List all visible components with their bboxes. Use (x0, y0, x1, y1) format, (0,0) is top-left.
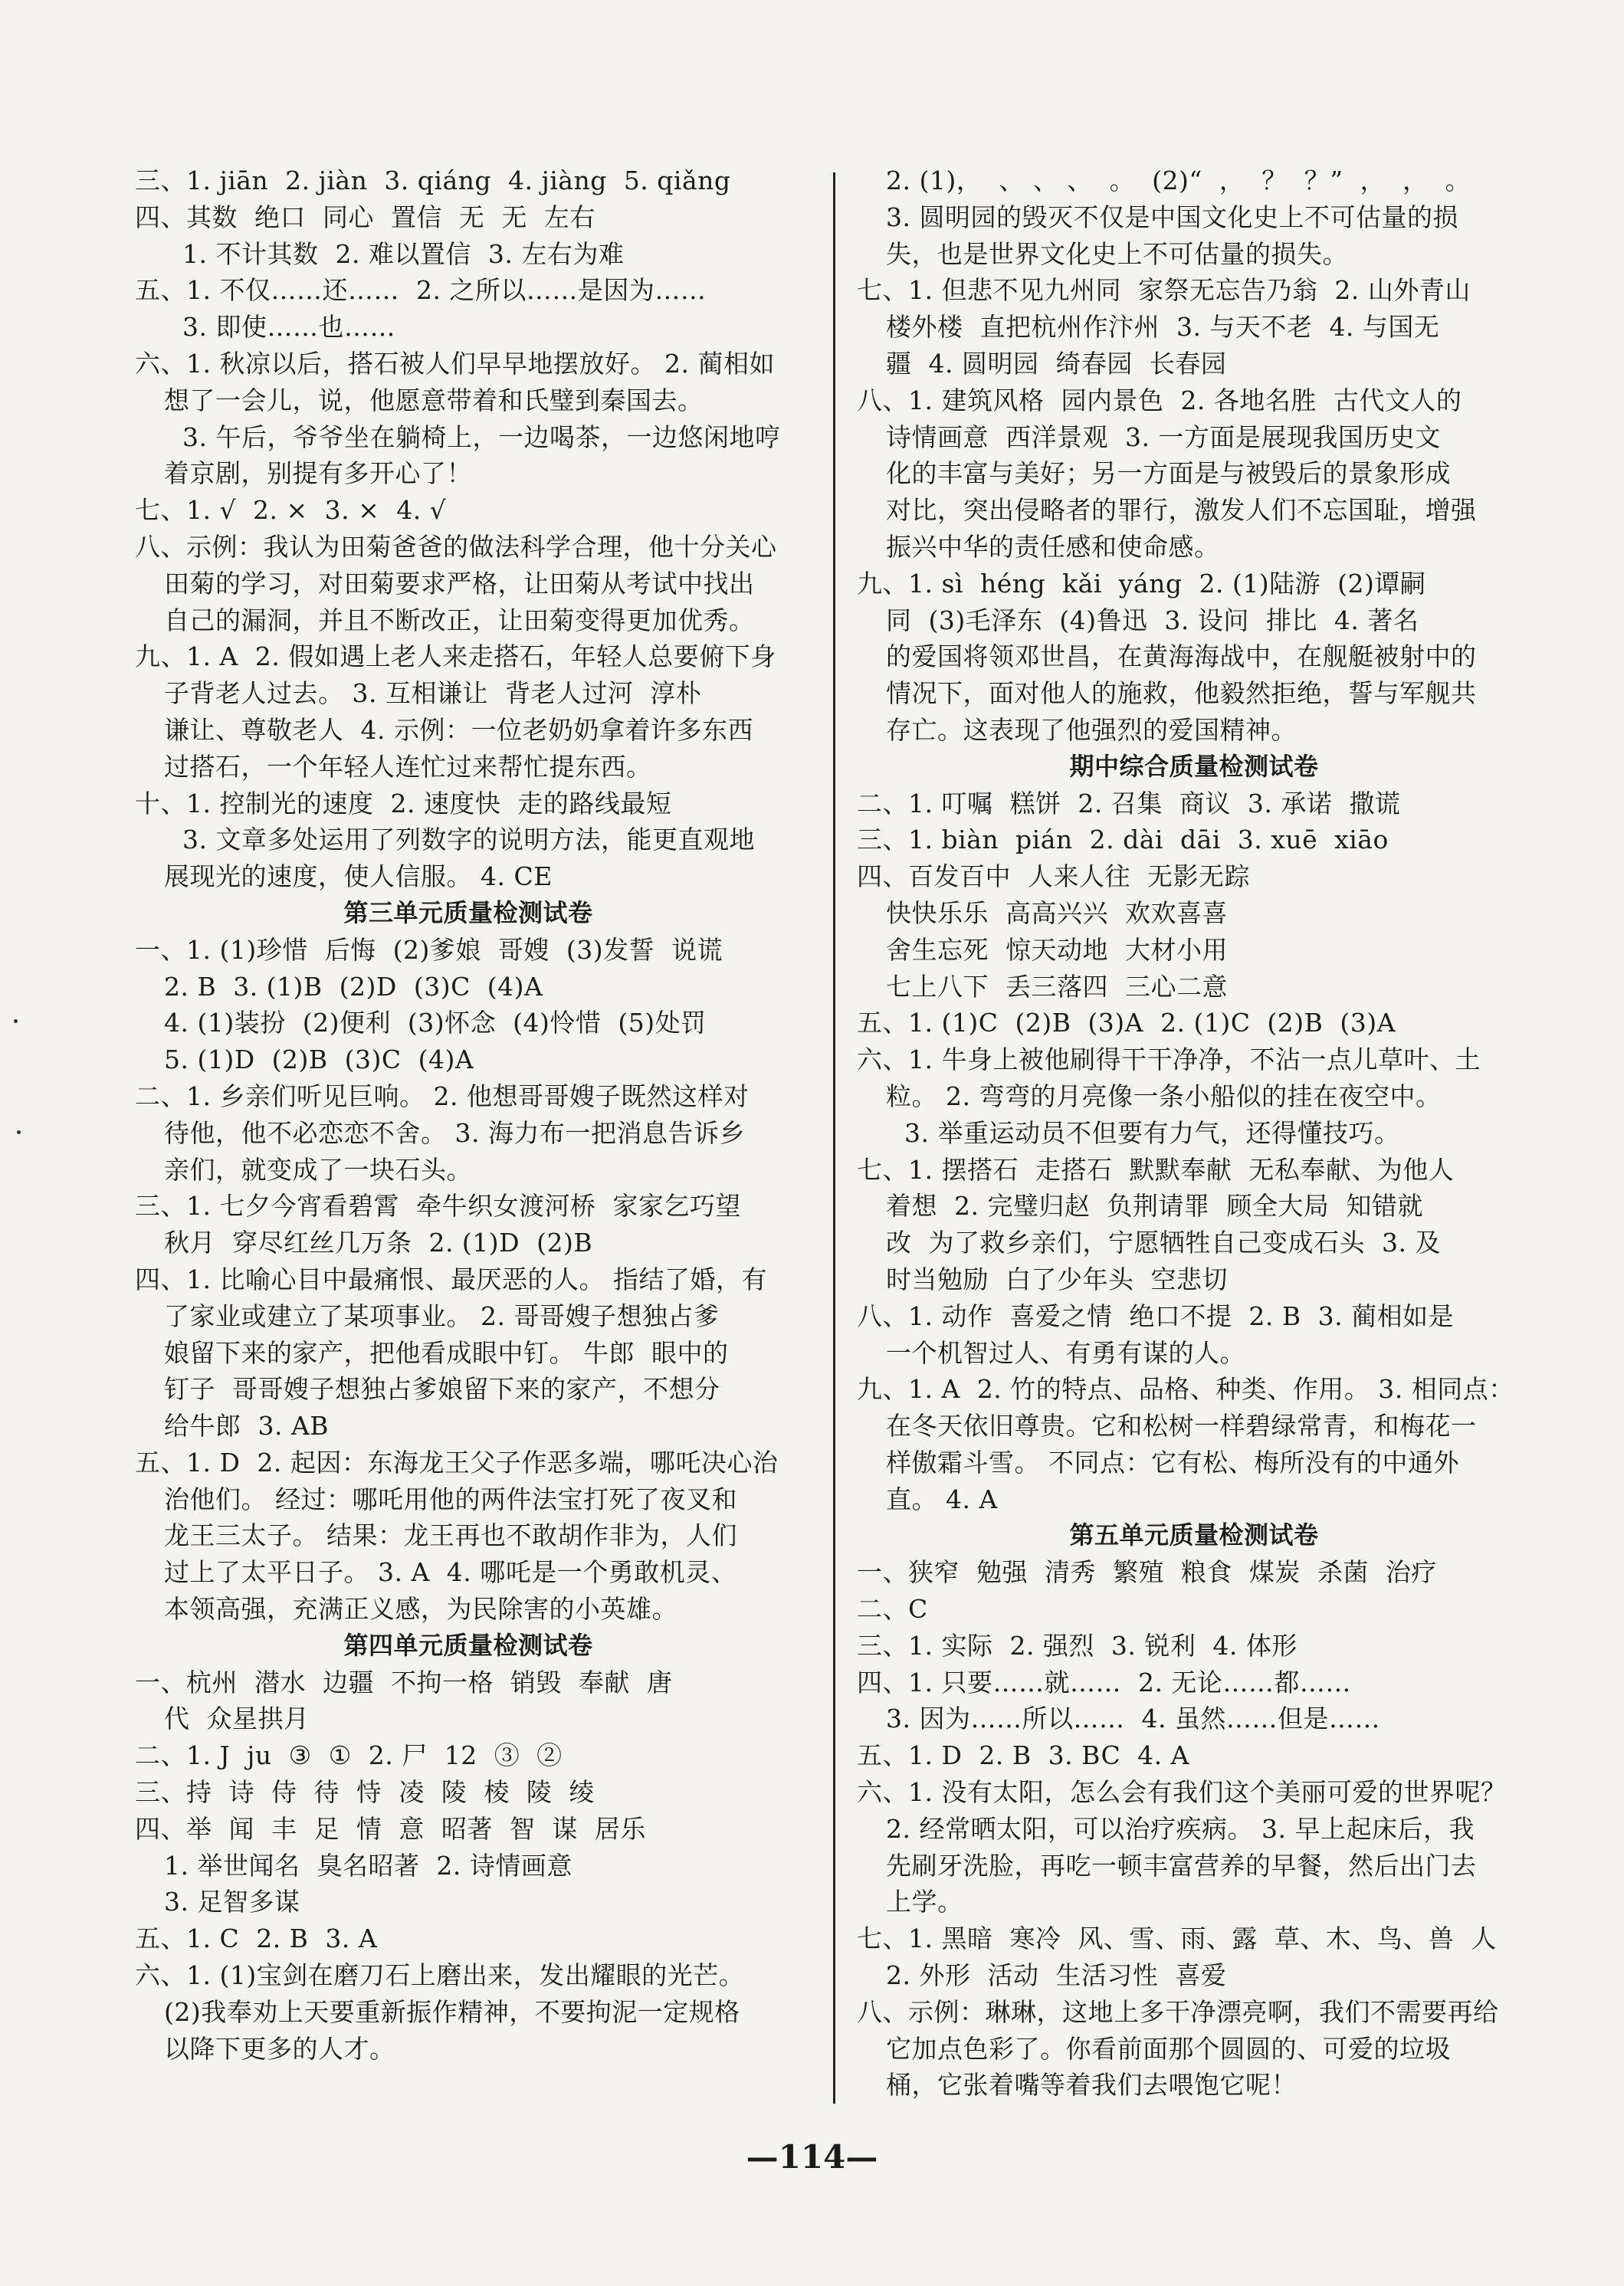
answer-line: 粒。 2. 弯弯的月亮像一条小船似的挂在夜空中。 (886, 1081, 1442, 1111)
answer-line: 四、其数 绝口 同心 置信 无 无 左右 (135, 202, 595, 232)
section-title: 第五单元质量检测试卷 (1069, 1520, 1319, 1550)
answer-line: 三、1. jiān 2. jiàn 3. qiáng 4. jiàng 5. qiǎng (135, 166, 731, 195)
answer-line: 八、示例：琳琳，这地上多干净漂亮啊，我们不需要再给 (857, 1996, 1499, 2027)
answer-line: 七、1. 但悲不见九州同 家祭无忘告乃翁 2. 山外青山 (857, 275, 1471, 306)
answer-line: 二、1. 叮嘱 糕饼 2. 召集 商议 3. 承诺 撒谎 (857, 788, 1401, 818)
answer-line: 想了一会儿，说，他愿意带着和氏璧到秦国去。 (164, 385, 704, 415)
answer-line: 三、持 诗 侍 待 恃 凌 陵 棱 陵 绫 (135, 1777, 595, 1808)
answer-line: 3. 午后，爷爷坐在躺椅上，一边喝茶，一边悠闲地哼 (182, 421, 781, 452)
answer-line: 三、1. 七夕今宵看碧霄 牵牛织女渡河桥 家家乞巧望 (135, 1191, 741, 1222)
answer-line: 楼外楼 直把杭州作汴州 3. 与天不老 4. 与国无 (886, 312, 1440, 343)
left-column (135, 162, 802, 2067)
answer-line: 五、1. D 2. 起因：东海龙王父子作恶多端，哪吒决心治 (135, 1447, 779, 1478)
answer-line: 三、1. biàn pián 2. dài dāi 3. xuē xiāo (857, 825, 1389, 855)
answer-line: 八、1. 建筑风格 园内景色 2. 各地名胜 古代文人的 (857, 385, 1462, 415)
answer-line: 1. 举世闻名 臭名昭著 2. 诗情画意 (164, 1850, 573, 1881)
answer-line: 疆 4. 圆明园 绮春园 长春园 (886, 348, 1227, 379)
answer-line: 改 为了救乡亲们，宁愿牺牲自己变成石头 3. 及 (886, 1228, 1441, 1258)
answer-line: 着京剧，别提有多开心了！ (164, 458, 472, 489)
answer-line: 它加点色彩了。你看前面那个圆圆的、可爱的垃圾 (886, 2033, 1451, 2064)
answer-line: 九、1. A 2. 竹的特点、品格、种类、作用。 3. 相同点： (857, 1374, 1514, 1405)
answer-line: 八、1. 动作 喜爱之情 绝口不提 2. B 3. 蔺相如是 (857, 1300, 1455, 1331)
answer-line: 同 (3)毛泽东 (4)鲁迅 3. 设问 排比 4. 著名 (886, 605, 1419, 635)
answer-line: 二、1. J ju ③ ① 2. 尸 12 ③ ② (135, 1740, 563, 1771)
answer-line: 3. 因为……所以…… 4. 虽然……但是…… (886, 1704, 1380, 1734)
answer-line: 3. 足智多谋 (164, 1887, 300, 1917)
answer-line: 以降下更多的人才。 (164, 2033, 395, 2064)
answer-line: 子背老人过去。 3. 互相谦让 背老人过河 淳朴 (164, 678, 702, 709)
answer-line: 七、1. 摆搭石 走搭石 默默奉献 无私奉献、为他人 (857, 1154, 1455, 1185)
answer-line: (2)我奉劝上天要重新振作精神，不要拘泥一定规格 (164, 1996, 740, 2027)
answer-line: 钉子 哥哥嫂子想独占爹娘留下来的家产，不想分 (164, 1374, 720, 1405)
answer-line: 五、1. C 2. B 3. A (135, 1924, 378, 1954)
answer-line: 5. (1)D (2)B (3)C (4)A (164, 1045, 474, 1075)
answer-line: 上学。 (886, 1887, 963, 1917)
answer-line: 治他们。 经过：哪吒用他的两件法宝打死了夜叉和 (164, 1484, 737, 1514)
answer-line: 秋月 穿尽红丝几万条 2. (1)D (2)B (164, 1228, 593, 1258)
answer-line: 2. 外形 活动 生活习性 喜爱 (886, 1960, 1227, 1991)
answer-line: 先刷牙洗脸，再吃一顿丰富营养的早餐，然后出门去 (886, 1850, 1477, 1881)
answer-line: 的爱国将领邓世昌，在黄海海战中，在舰艇被射中的 (886, 641, 1477, 672)
answer-line: 待他，他不必恋恋不舍。 3. 海力布一把消息告诉乡 (164, 1117, 745, 1148)
answer-line: 直。 4. A (886, 1484, 998, 1514)
answer-line: 存亡。这表现了他强烈的爱国精神。 (886, 714, 1297, 745)
answer-line: 六、1. 牛身上被他刷得干干净净，不沾一点儿草叶、土 (857, 1045, 1481, 1075)
answer-line: 七、1. √ 2. × 3. × 4. √ (135, 495, 447, 526)
answer-line: 亲们，就变成了一块石头。 (164, 1154, 472, 1185)
answer-line: 3. 圆明园的毁灭不仅是中国文化史上不可估量的损 (886, 202, 1458, 232)
answer-line: 本领高强，充满正义感，为民除害的小英雄。 (164, 1594, 677, 1625)
answer-line: 3. 即使……也…… (182, 312, 395, 343)
answer-line: 诗情画意 西洋景观 3. 一方面是展现我国历史文 (886, 421, 1441, 452)
answer-line: 桶，它张着嘴等着我们去喂饱它呢！ (886, 2070, 1297, 2101)
answer-line: 七、1. 黑暗 寒冷 风、雪、雨、露 草、木、鸟、兽 人 (857, 1924, 1497, 1954)
answer-line: 谦让、尊敬老人 4. 示例：一位老奶奶拿着许多东西 (164, 714, 753, 745)
answer-line: 二、1. 乡亲们听见巨响。 2. 他想哥哥嫂子既然这样对 (135, 1081, 750, 1111)
answer-line: 样傲霜斗雪。 不同点：它有松、梅所没有的中通外 (886, 1447, 1459, 1478)
answer-line: 在冬天依旧尊贵。它和松树一样碧绿常青，和梅花一 (886, 1411, 1477, 1441)
scan-speck (14, 1019, 18, 1023)
answer-line: 三、1. 实际 2. 强烈 3. 锐利 4. 体形 (857, 1630, 1298, 1661)
answer-line: 四、举 闻 丰 足 情 意 昭著 智 谋 居乐 (135, 1813, 646, 1844)
answer-line: 振兴中华的责任感和使命感。 (886, 531, 1220, 562)
answer-line: 一、狭窄 勉强 清秀 繁殖 粮食 煤炭 杀菌 治疗 (857, 1557, 1437, 1588)
section-title: 期中综合质量检测试卷 (1069, 751, 1319, 781)
answer-line: 五、1. (1)C (2)B (3)A 2. (1)C (2)B (3)A (857, 1008, 1396, 1038)
answer-line: 了家业或建立了某项事业。 2. 哥哥嫂子想独占爹 (164, 1300, 720, 1331)
answer-line: 化的丰富与美好；另一方面是与被毁后的景象形成 (886, 458, 1451, 489)
answer-line: 二、C (857, 1594, 928, 1625)
answer-line: 过搭石，一个年轻人连忙过来帮忙提东西。 (164, 751, 652, 782)
answer-line: 六、1. 没有太阳，怎么会有我们这个美丽可爱的世界呢？ (857, 1777, 1507, 1808)
answer-line: 六、1. (1)宝剑在磨刀石上磨出来，发出耀眼的光芒。 (135, 1960, 745, 1991)
section-title: 第四单元质量检测试卷 (343, 1630, 593, 1660)
answer-line: 五、1. D 2. B 3. BC 4. A (857, 1740, 1189, 1771)
right-column (857, 162, 1531, 2104)
answer-line: 舍生忘死 惊天动地 大材小用 (886, 934, 1228, 965)
answer-line: 给牛郎 3. AB (164, 1411, 330, 1441)
answer-line: 时当勉励 白了少年头 空悲切 (886, 1264, 1228, 1294)
scan-speck (17, 1130, 21, 1134)
page-number: —114— (746, 2138, 878, 2176)
answer-line: 自己的漏洞，并且不断改正，让田菊变得更加优秀。 (164, 605, 755, 635)
answer-line: 一、杭州 潜水 边疆 不拘一格 销毁 奉献 唐 (135, 1667, 673, 1697)
answer-line: 快快乐乐 高高兴兴 欢欢喜喜 (886, 897, 1228, 928)
answer-line: 娘留下来的家产，把他看成眼中钉。 牛郎 眼中的 (164, 1337, 729, 1368)
answer-line: 3. 举重运动员不但要有力气，还得懂技巧。 (904, 1117, 1400, 1148)
answer-line: 四、百发百中 人来人往 无影无踪 (857, 861, 1250, 892)
answer-line: 2. (1)， 、 、 、 。 (2)“ ， ？ ？” ， ， 。 (886, 166, 1471, 195)
answer-line: 十、1. 控制光的速度 2. 速度快 走的路线最短 (135, 788, 672, 818)
answer-line: 九、1. A 2. 假如遇上老人来走搭石，年轻人总要俯下身 (135, 641, 776, 672)
answer-line: 2. B 3. (1)B (2)D (3)C (4)A (164, 971, 543, 1002)
answer-line: 4. (1)装扮 (2)便利 (3)怀念 (4)怜惜 (5)处罚 (164, 1008, 707, 1038)
column-divider (833, 172, 835, 2104)
answer-line: 一个机智过人、有勇有谋的人。 (886, 1337, 1245, 1368)
section-title: 第三单元质量检测试卷 (343, 897, 593, 927)
answer-line: 六、1. 秋凉以后，搭石被人们早早地摆放好。 2. 蔺相如 (135, 348, 775, 379)
answer-line: 田菊的学习，对田菊要求严格，让田菊从考试中找出 (164, 568, 755, 599)
answer-line: 九、1. sì héng kǎi yáng 2. (1)陆游 (2)谭嗣 (857, 568, 1426, 599)
answer-line: 对比，突出侵略者的罪行，激发人们不忘国耻，增强 (886, 495, 1477, 526)
answer-line: 七上八下 丢三落四 三心二意 (886, 971, 1228, 1002)
answer-line: 失，也是世界文化史上不可估量的损失。 (886, 238, 1348, 269)
answer-line: 四、1. 只要……就…… 2. 无论……都…… (857, 1667, 1351, 1697)
answer-line: 五、1. 不仅……还…… 2. 之所以……是因为…… (135, 275, 707, 306)
answer-line: 代 众星拱月 (164, 1704, 310, 1734)
answer-line: 八、示例：我认为田菊爸爸的做法科学合理，他十分关心 (135, 531, 777, 562)
answer-line: 1. 不计其数 2. 难以置信 3. 左右为难 (182, 238, 625, 269)
answer-line: 着想 2. 完璧归赵 负荆请罪 顾全大局 知错就 (886, 1191, 1423, 1222)
answer-line: 展现光的速度，使人信服。 4. CE (164, 861, 553, 892)
answer-line: 龙王三太子。 结果：龙王再也不敢胡作非为，人们 (164, 1520, 737, 1551)
answer-line: 情况下，面对他人的施救，他毅然拒绝，誓与军舰共 (886, 678, 1477, 709)
answer-line: 过上了太平日子。 3. A 4. 哪吒是一个勇敢机灵、 (164, 1557, 737, 1588)
answer-line: 3. 文章多处运用了列数字的说明方法，能更直观地 (182, 825, 755, 855)
answer-line: 一、1. (1)珍惜 后悔 (2)爹娘 哥嫂 (3)发誓 说谎 (135, 934, 723, 965)
answer-line: 四、1. 比喻心目中最痛恨、最厌恶的人。 指结了婚，有 (135, 1264, 767, 1294)
answer-line: 2. 经常晒太阳，可以治疗疾病。 3. 早上起床后，我 (886, 1813, 1475, 1844)
